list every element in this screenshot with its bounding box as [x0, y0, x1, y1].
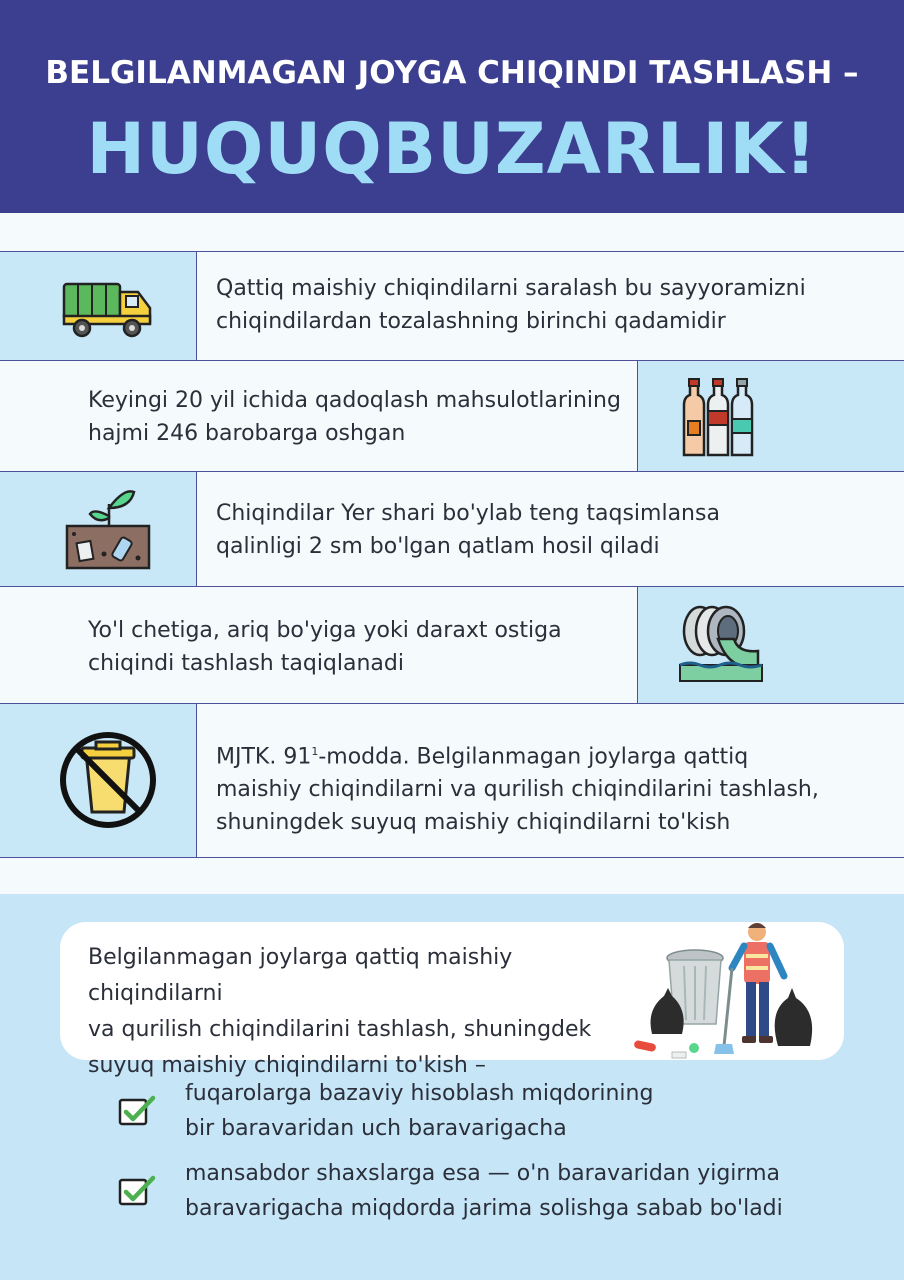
janitor-with-trash-illustration: [632, 916, 832, 1066]
fact-row-4: [0, 586, 904, 703]
checkbox-checked-icon: [118, 1174, 156, 1208]
sewage-pipe-icon: [678, 603, 764, 685]
fact-row-5-text: MJTK. $91^1$-modda. Belgilanmagan joylarga qattiq maishiy chiqindilarni va qurilish chiqindilarini tashlash, shuningdek suyuq maishiy chiqindilarni to'kish: [216, 744, 819, 836]
no-littering-icon: [58, 730, 158, 830]
fact-row-5: [0, 703, 904, 858]
fact-row-3-text: Chiqindilar Yer shari bo'ylab teng taqsimlansa qalinligi 2 sm bo'lgan qatlam hosil qiladi: [216, 501, 720, 559]
fact-row-2-text: Keyingi 20 yil ichida qadoqlash mahsulotlarining hajmi 246 barobarga oshgan: [88, 388, 621, 446]
bottles-icon: [678, 375, 762, 459]
fact-row-5-icon-cell: [0, 704, 197, 857]
polluted-soil-sprout-icon: [64, 486, 154, 572]
fact-row-4-icon-cell: [637, 587, 904, 703]
fact-row-3: [0, 471, 904, 586]
fact-row-1-icon-cell: [0, 252, 197, 360]
fact-row-2-icon-cell: [637, 361, 904, 471]
title-line-2: HUQUQBUZARLIK!: [86, 108, 818, 190]
fact-row-4-text: Yo'l chetiga, ariq bo'yiga yoki daraxt ostiga chiqindi tashlash taqiqlanadi: [88, 618, 562, 676]
fact-row-2: [0, 360, 904, 471]
fact-row-1-text: Qattiq maishiy chiqindilarni saralash bu sayyoramizni chiqindilardan tozalashning birinchi qadamidir: [216, 276, 806, 334]
title-line-1: BELGILANMAGAN JOYGA CHIQINDI TASHLASH –: [45, 55, 859, 91]
checkbox-checked-icon: [118, 1094, 156, 1128]
penalty-card: [60, 922, 844, 1078]
penalty-section: [0, 894, 904, 1280]
garbage-truck-icon: [62, 276, 154, 340]
penalty-bullet-1-text: fuqarolarga bazaviy hisoblash miqdorining bir baravaridan uch baravarigacha: [185, 1081, 654, 1141]
header-banner: [0, 0, 904, 213]
fact-row-1: [0, 251, 904, 360]
penalty-card-text: Belgilanmagan joylarga qattiq maishiy chiqindilarni va qurilish chiqindilarini tashlash, shuningdek suyuq maishiy chiqindilarni to'kish –: [88, 945, 592, 1078]
fact-row-3-icon-cell: [0, 472, 197, 586]
penalty-bullet-2-text: mansabdor shaxslarga esa — o'n baravaridan yigirma baravarigacha miqdorda jarima solishga sabab bo'ladi: [185, 1161, 783, 1221]
